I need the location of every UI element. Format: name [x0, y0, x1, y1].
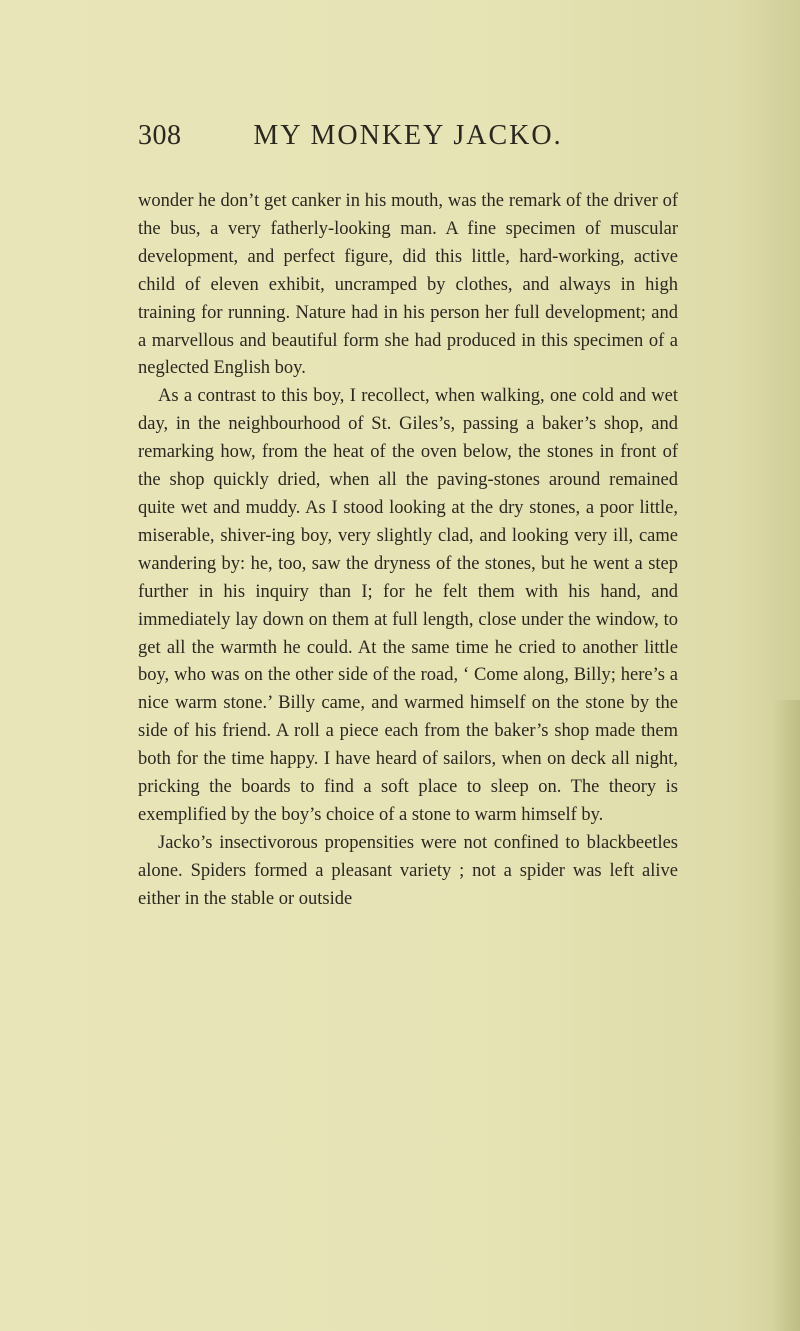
body-text — [138, 188, 678, 914]
running-title: MY MONKEY JACKO. — [253, 120, 563, 151]
page-number: 308 — [138, 120, 182, 151]
paragraph: Jacko’s insectivorous propensities were not confined to blackbeetles alone. Spiders formed a pleasant variety ; not a spider was left alive either in the stable or outside — [138, 832, 678, 909]
page-edge-stain — [772, 700, 800, 1331]
paragraph: As a contrast to this boy, I recollect, when walking, one cold and wet day, in the neighbourhood of St. Giles’s, passing a baker’s shop, and remarking how, from the heat of the oven below, the stones in front of the shop quickly dried, when all the paving-stones around remained quite wet and muddy. As I stood looking at the dry stones, a poor little, miserable, shiver-ing boy, very slightly clad, and looking very ill, came wandering by: he, too, saw the dryness of the stones, but he went a step further in his inquiry than I; for he felt them with his hand, and immediately lay down on them at full length, close under the window, to get all the warmth he could. At the same time he cried to another little boy, who was on the other side of the road, ‘ Come along, Billy; here’s a nice warm stone.’ Billy came, and warmed himself on the stone by the side of his friend. A roll a piece each from the baker’s shop made them both for the time happy. I have heard of sailors, when on deck all night, pricking the boards to find a soft place to sleep on. The theory is exemplified by the boy’s choice of a stone to warm himself by. — [138, 386, 678, 825]
page-header — [138, 120, 678, 160]
paragraph: wonder he don’t get canker in his mouth, was the remark of the driver of the bus, a very fatherly-looking man. A fine specimen of muscular development, and perfect figure, did this little, hard-working, active child of eleven exhibit, uncramped by clothes, and always in high training for running. Nature had in his person her full development; and a marvellous and beautiful form she had produced in this specimen of a neglected English boy. — [138, 191, 678, 379]
